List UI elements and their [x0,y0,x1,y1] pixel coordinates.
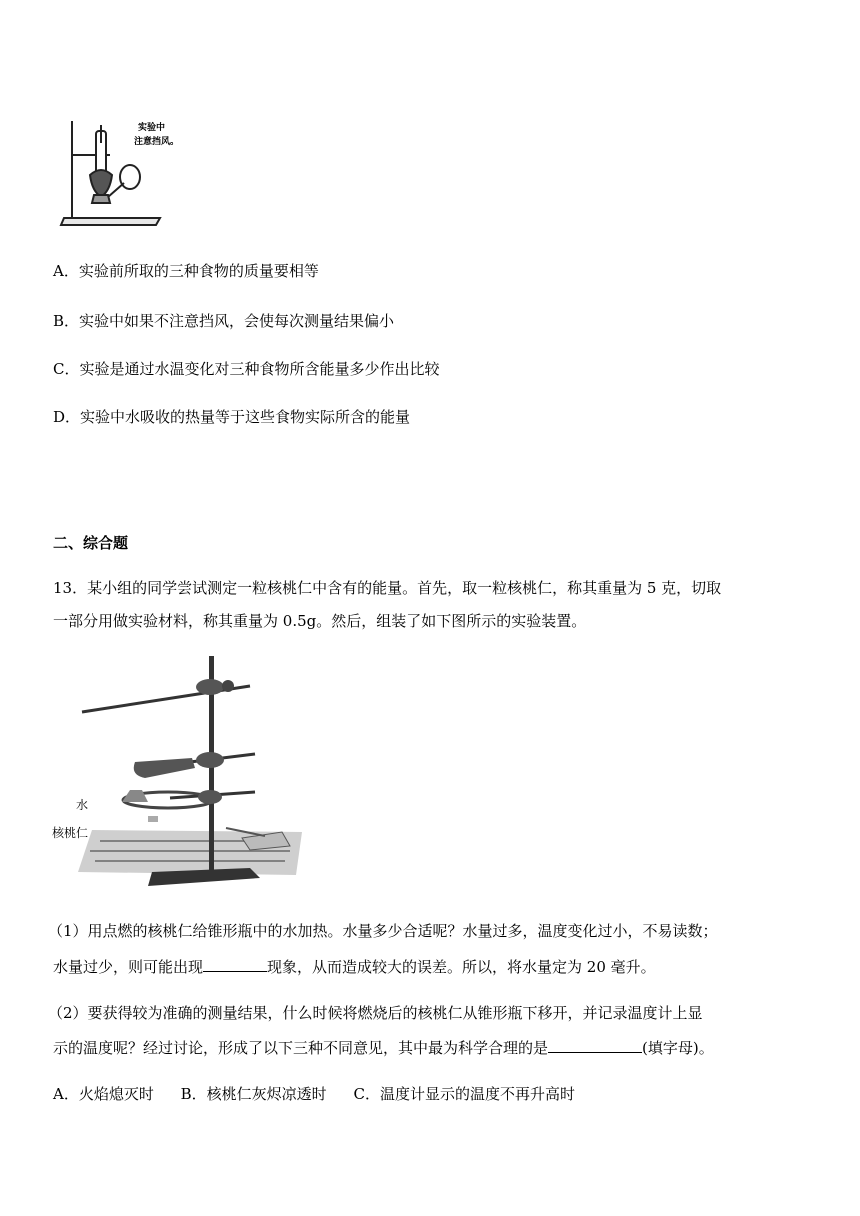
option-letter: B． [53,312,80,330]
option-letter: C． [353,1085,380,1103]
option-text: 温度计显示的温度不再升高时 [379,1085,575,1103]
part-2-text-before: 示的温度呢？经过讨论，形成了以下三种不同意见，其中最为科学合理的是 [53,1039,549,1057]
answer-blank-1[interactable] [203,955,267,972]
option-c [53,358,440,379]
ring-stand-drawing [58,115,193,235]
part-2-option-c [353,1085,575,1103]
part-1-text-after: 现象，从而造成较大的误差。所以，将水量定为 20 毫升。 [267,958,656,976]
part-2-line-1: （2）要获得较为准确的测量结果，什么时候将燃烧后的核桃仁从锥形瓶下移开，并记录温度计上显 [48,1004,703,1022]
part-1-line-1: （1）用点燃的核桃仁给锥形瓶中的水加热。水量多少合适呢？水量过多，温度变化过小，不易读数； [48,922,718,940]
option-letter: A． [53,262,79,280]
figure-caption-1: 实验中 [138,123,166,133]
option-letter: D． [53,408,81,426]
figure-label-water: 水 [76,798,89,812]
option-text: 实验中水吸收的热量等于这些食物实际所含的能量 [80,408,411,426]
part-2-text-after: (填字母)。 [642,1039,714,1057]
option-a [53,260,319,281]
option-letter: C． [53,360,80,378]
part-2-option-a [53,1085,154,1103]
option-text: 实验是通过水温变化对三种食物所含能量多少作出比较 [79,360,440,378]
figure-walnut-apparatus [50,650,315,895]
part-2-options [53,1083,575,1104]
figure-caption-2: 注意挡风。 [134,137,180,147]
option-text: 实验中如果不注意挡风，会使每次测量结果偏小 [79,312,395,330]
question-13-stem-line-1: 13．某小组的同学尝试测定一粒核桃仁中含有的能量。首先，取一粒核桃仁，称其重量为 5 克，切取 [53,579,722,597]
question-13-stem-line-2: 一部分用做实验材料，称其重量为 0.5g。然后，组装了如下图所示的实验装置。 [53,612,587,630]
option-b [53,310,394,331]
figure-label-walnut: 核桃仁 [52,826,89,840]
option-text: 核桃仁灰烬凉透时 [206,1085,327,1103]
section-title: 二、综合题 [53,534,129,552]
part-1-line-2 [53,955,656,977]
answer-blank-2[interactable] [548,1036,642,1053]
option-letter: B． [180,1085,207,1103]
option-d [53,406,410,427]
figure-ring-stand-small [58,115,193,235]
option-letter: A． [53,1085,79,1103]
part-2-line-2 [53,1036,714,1058]
option-text: 火焰熄灭时 [78,1085,154,1103]
part-1-text-before: 水量过少，则可能出现 [53,958,204,976]
part-2-option-b [181,1085,327,1103]
apparatus-drawing [50,650,315,895]
option-text: 实验前所取的三种食物的质量要相等 [78,262,319,280]
